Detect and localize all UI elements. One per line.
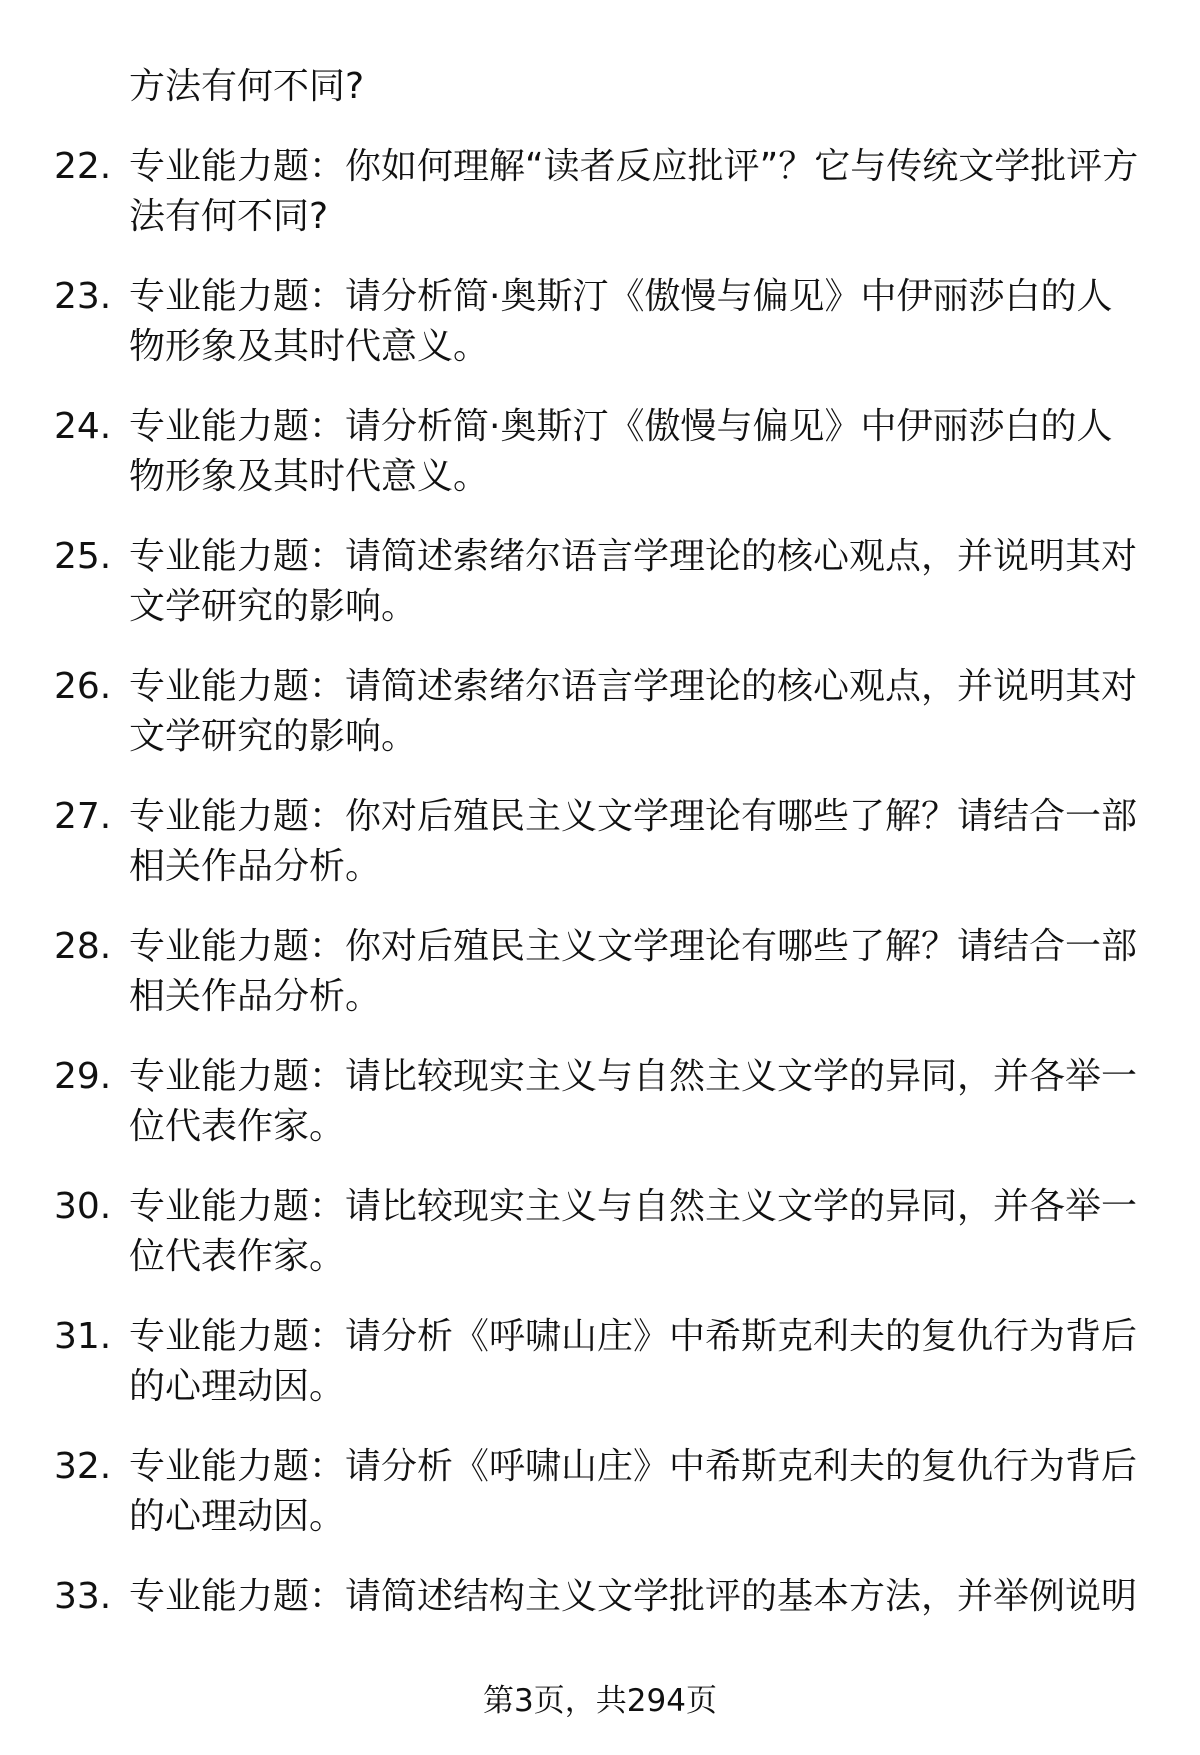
- question-number: 29.: [54, 1056, 112, 1097]
- question-text: 专业能力题：请简述索绪尔语言学理论的核心观点，并说明其对文学研究的影响。: [129, 536, 1138, 627]
- question-item: [0, 1442, 1200, 1552]
- question-number: 25.: [54, 536, 112, 577]
- question-item: [0, 1052, 1200, 1162]
- question-text: 专业能力题：你对后殖民主义文学理论有哪些了解？请结合一部相关作品分析。: [129, 926, 1138, 1017]
- question-text: 专业能力题：请分析简·奥斯汀《傲慢与偏见》中伊丽莎白的人物形象及其时代意义。: [129, 406, 1113, 497]
- question-number: 30.: [54, 1186, 112, 1227]
- continued-text: 方法有何不同?: [129, 66, 365, 107]
- question-item: [0, 1312, 1200, 1422]
- question-item: [0, 272, 1200, 382]
- question-number: 28.: [54, 926, 112, 967]
- question-text: 专业能力题：请简述索绪尔语言学理论的核心观点，并说明其对文学研究的影响。: [129, 666, 1138, 757]
- question-item: [0, 142, 1200, 252]
- question-text: 专业能力题：请比较现实主义与自然主义文学的异同，并各举一位代表作家。: [129, 1056, 1138, 1147]
- question-item: [0, 402, 1200, 512]
- question-number: 33.: [54, 1576, 112, 1617]
- question-text: 专业能力题：你如何理解“读者反应批评”？它与传统文学批评方法有何不同?: [129, 146, 1139, 237]
- question-number: 24.: [54, 406, 112, 447]
- page-footer: 第3页，共294页: [483, 1683, 717, 1719]
- question-item: [0, 922, 1200, 1032]
- question-text: 专业能力题：请分析《呼啸山庄》中希斯克利夫的复仇行为背后的心理动因。: [129, 1446, 1138, 1537]
- question-number: 27.: [54, 796, 112, 837]
- question-text: 专业能力题：请比较现实主义与自然主义文学的异同，并各举一位代表作家。: [129, 1186, 1138, 1277]
- question-number: 26.: [54, 666, 112, 707]
- question-text: 专业能力题：请简述结构主义文学批评的基本方法，并举例说明: [129, 1576, 1138, 1617]
- question-number: 31.: [54, 1316, 112, 1357]
- question-item: [0, 1182, 1200, 1292]
- question-text: 专业能力题：你对后殖民主义文学理论有哪些了解？请结合一部相关作品分析。: [129, 796, 1138, 887]
- question-item: [0, 662, 1200, 772]
- question-item: [0, 792, 1200, 902]
- question-number: 23.: [54, 276, 112, 317]
- question-number: 32.: [54, 1446, 112, 1487]
- question-item: [0, 1572, 1200, 1682]
- question-number: 22.: [54, 146, 112, 187]
- question-text: 专业能力题：请分析简·奥斯汀《傲慢与偏见》中伊丽莎白的人物形象及其时代意义。: [129, 276, 1113, 367]
- question-text: 专业能力题：请分析《呼啸山庄》中希斯克利夫的复仇行为背后的心理动因。: [129, 1316, 1138, 1407]
- question-item: [0, 532, 1200, 642]
